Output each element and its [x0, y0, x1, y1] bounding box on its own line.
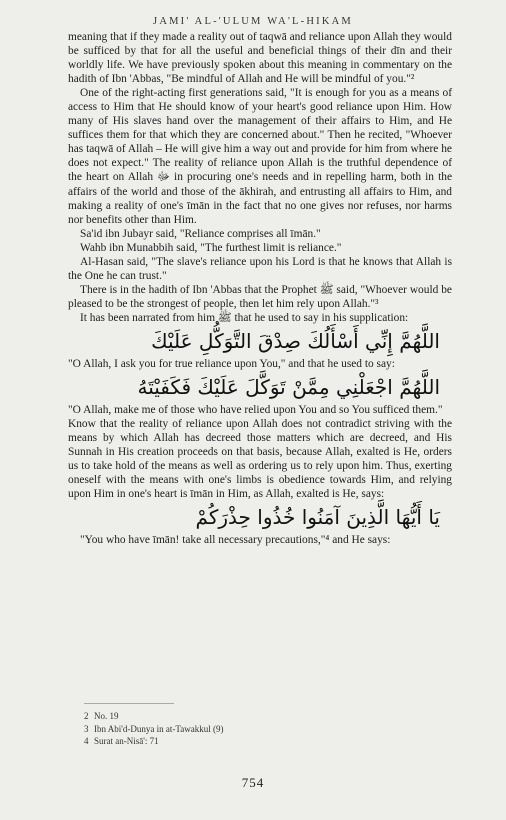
- paragraph: "O Allah, make me of those who have relied upon You and so You sufficed them.": [68, 404, 443, 417]
- paragraph: Al-Hasan said, "The slave's reliance upon his Lord is that he knows that Allah is the One he can trust.": [68, 255, 452, 282]
- footnote-text: Surat an-Nisā': 71: [94, 736, 159, 746]
- footnote-rule: [84, 703, 174, 704]
- paragraph: There is in the hadith of Ibn 'Abbas that the Prophet ﷺ said, "Whoever would be pleased to be the strongest of people, then let him rely upon Allah."³: [68, 283, 452, 310]
- footnote: [84, 710, 223, 723]
- paragraph: "O Allah, I ask you for true reliance upon You," and that he used to say:: [68, 357, 395, 370]
- footnote: [84, 723, 223, 736]
- paragraph: It has been narrated from him ﷺ that he used to say in his supplication:: [80, 311, 409, 324]
- footnote-text: Ibn Abi'd-Dunya in at-Tawakkul (9): [94, 723, 224, 734]
- paragraph: "You who have īmān! take all necessary precautions,"⁴ and He says:: [80, 534, 391, 547]
- footnote-number: 2: [84, 711, 89, 721]
- arabic-supplication: يَا أَيُّهَا الَّذِينَ آمَنُوا خُذُوا حِذْرَكُمْ: [195, 505, 440, 530]
- page-number: 754: [241, 775, 265, 790]
- footnotes: [84, 710, 223, 748]
- body-text: [68, 30, 452, 547]
- footnote: [84, 735, 223, 748]
- paragraph: Sa'id ibn Jubayr said, "Reliance comprises all īmān.": [80, 227, 321, 240]
- arabic-supplication: اللَّهُمَّ اجْعَلْنِي مِمَّنْ تَوَكَّلَ عَلَيْكَ فَكَفَيْتَهُ: [137, 375, 440, 400]
- running-header: JAMI' AL-'ULUM WA'L-HIKAM: [153, 16, 353, 27]
- footnote-number: 3: [84, 723, 89, 734]
- footnote-number: 4: [84, 736, 89, 746]
- paragraph: One of the right-acting first generations said, "It is enough for you as a means of access to Him that He should know of your heart's good reliance upon Him. How many of His slaves hand over the management of their affairs to Him, and He suffices them for that which they are concerned about." Then he recited, "Whoever has taqwā of Allah – He will give him a way out and provide for him from where he does not expect." The reality of reliance upon Allah is the truthful dependence of the heart on Allah ﷻ in procuring one's needs and in repelling harm, both in the affairs of the world and those of the ākhirah, and entrusting all affairs to Him, and making a reality of one's īmān in the fact that no one gives nor refuses, nor harms nor benefits other than Him.: [68, 87, 453, 226]
- footnote-text: No. 19: [94, 711, 119, 721]
- arabic-supplication: اللَّهُمَّ إِنِّي أَسْأَلُكَ صِدْقَ التَّوَكُّلِ عَلَيْكَ: [151, 328, 440, 353]
- paragraph: Know that the reality of reliance upon Allah does not contradict striving with the means by which Allah has decreed those matters which are decreed, and His Sunnah in His creation proceeds on that basis, because Allah, exalted is He, orders us to take hold of the means as well as ordering us to rely upon him. Thus, exerting oneself with the means with one's limbs is obedience towards Him, and relying upon Him in one's heart is īmān in Him, as Allah, exalted is He, says:: [68, 418, 452, 501]
- paragraph: meaning that if they made a reality out of taqwā and reliance upon Allah they would be sufficed by that for all the useful and beneficial things of their dīn and their worldly life. We have previously spoken about this meaning in commentary on the hadith of Ibn 'Abbas, "Be mindful of Allah and He will be mindful of you."²: [68, 31, 452, 86]
- paragraph: Wahb ibn Munabbih said, "The furthest limit is reliance.": [80, 241, 342, 254]
